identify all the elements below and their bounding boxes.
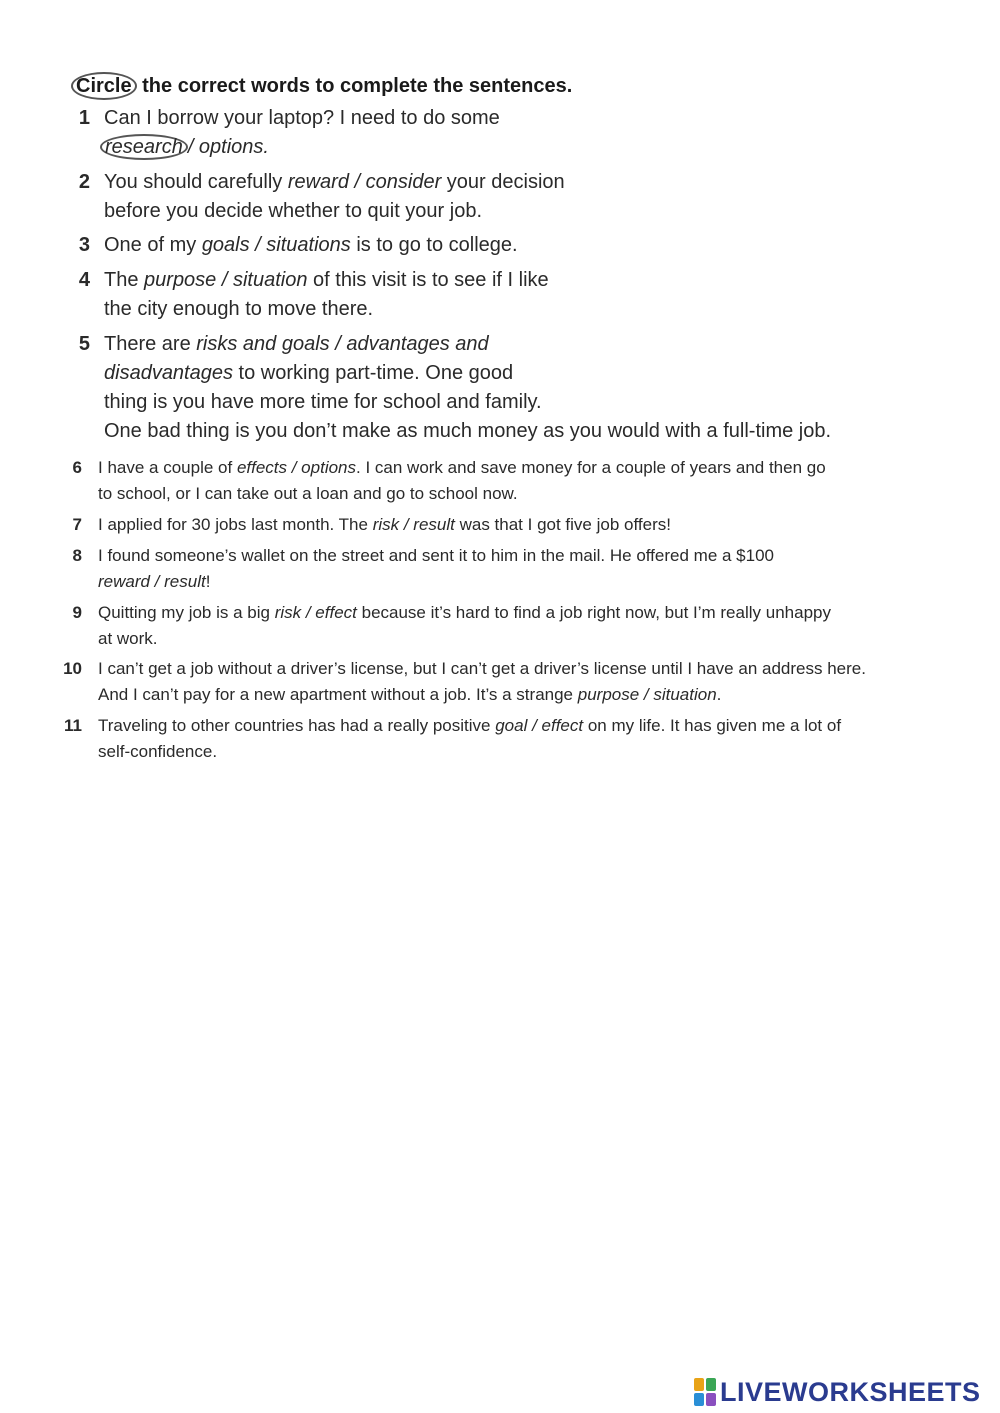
item-line — [104, 417, 924, 446]
text-run: There are — [104, 333, 197, 355]
item-line — [98, 543, 978, 569]
text-run: was that I got five job offers! — [454, 515, 671, 534]
text-run: One bad thing is you don’t make as much money as you would with a full-time job. — [104, 420, 832, 442]
text-run: . I can work and save money for a couple of years and then go — [356, 458, 826, 477]
text-run: Quitting my job is a big — [98, 603, 275, 622]
item-text — [104, 231, 924, 260]
item-text — [98, 600, 978, 652]
text-run: on my life. It has given me a lot of — [583, 716, 842, 735]
item-line — [98, 656, 978, 682]
logo-square — [706, 1378, 716, 1391]
instruction-text: the correct words to complete the sentences. — [136, 75, 573, 97]
text-run: at work. — [98, 629, 158, 648]
item-line — [98, 739, 978, 765]
item-text — [104, 168, 924, 226]
instruction-heading — [74, 72, 572, 100]
answer-choice[interactable]: goals / situations — [201, 234, 351, 256]
logo-square — [694, 1393, 704, 1406]
answer-choice[interactable]: disadvantages — [104, 362, 233, 384]
text-run: is to go to college. — [350, 234, 518, 256]
logo-text: LIVEWORKSHEETS — [720, 1376, 981, 1407]
item-text — [98, 713, 978, 765]
item-line — [104, 168, 924, 197]
answer-choice[interactable]: reward / result — [98, 572, 206, 591]
item-number: 4 — [78, 269, 90, 291]
item-line — [98, 455, 978, 481]
text-run: self-confidence. — [98, 742, 218, 761]
text-run: of this visit is to see if I like — [307, 269, 549, 291]
item-line — [104, 104, 924, 133]
item-line — [104, 295, 924, 324]
item-number: 7 — [72, 515, 82, 534]
logo-square — [706, 1393, 716, 1406]
answer-choice[interactable]: risk / result — [372, 515, 455, 534]
text-run: because it’s hard to find a job right now, but I’m really unhappy — [356, 603, 831, 622]
answer-choice[interactable]: purpose / situation — [144, 269, 308, 291]
item-line — [98, 600, 978, 626]
text-run: I can’t get a job without a driver’s license, but I can’t get a driver’s license until I have an address here. — [98, 659, 866, 678]
item-line — [104, 133, 924, 162]
item-number: 2 — [78, 171, 90, 193]
answer-choice[interactable]: risks and goals / advantages and — [196, 333, 489, 355]
item-line — [104, 388, 924, 417]
text-run: The — [104, 269, 145, 291]
text-run: . — [716, 685, 722, 704]
item-line — [98, 713, 978, 739]
item-number: 3 — [78, 234, 90, 256]
text-run: before you decide whether to quit your job. — [104, 200, 483, 222]
item-number: 6 — [72, 458, 82, 477]
item-number: 10 — [63, 659, 82, 678]
logo-icon — [694, 1378, 716, 1406]
item-line — [104, 231, 924, 260]
item-line — [104, 359, 924, 388]
answer-choice[interactable]: risk / effect — [274, 603, 357, 622]
item-line — [104, 197, 924, 226]
text-run: And I can’t pay for a new apartment without a job. It’s a strange — [98, 685, 578, 704]
liveworksheets-logo — [694, 1377, 981, 1407]
item-line — [98, 512, 978, 538]
text-run: You should carefully — [104, 171, 288, 193]
answer-choice[interactable]: goal / effect — [495, 716, 584, 735]
item-number: 1 — [78, 107, 90, 129]
text-run: thing is you have more time for school and family. — [104, 391, 542, 413]
text-run: to school, or I can take out a loan and go to school now. — [98, 484, 518, 503]
item-line — [104, 330, 924, 359]
item-line — [98, 682, 978, 708]
text-run: your decision — [441, 171, 565, 193]
answer-choice[interactable]: effects / options — [236, 458, 357, 477]
item-text — [98, 656, 978, 708]
item-text — [104, 330, 924, 446]
text-run: the city enough to move there. — [104, 298, 374, 320]
item-text — [98, 455, 978, 507]
item-number: 8 — [72, 546, 82, 565]
item-line — [98, 481, 978, 507]
instruction-circled-word: Circle — [71, 72, 137, 100]
item-number: 11 — [64, 716, 82, 735]
item-text — [98, 512, 978, 538]
answer-choice[interactable]: / options. — [187, 136, 269, 158]
item-text — [98, 543, 978, 595]
item-text — [104, 104, 924, 162]
text-run: ! — [205, 572, 211, 591]
item-line — [98, 626, 978, 652]
item-number: 5 — [78, 333, 90, 355]
item-line — [104, 266, 924, 295]
text-run: Traveling to other countries has had a really positive — [98, 716, 496, 735]
item-line — [98, 569, 978, 595]
text-run: to working part-time. One good — [232, 362, 514, 384]
circled-answer[interactable]: research — [100, 134, 188, 160]
text-run: I applied for 30 jobs last month. The — [98, 515, 373, 534]
text-run: One of my — [104, 234, 202, 256]
answer-choice[interactable]: purpose / situation — [577, 685, 717, 704]
answer-choice[interactable]: reward / consider — [287, 171, 442, 193]
item-text — [104, 266, 924, 324]
text-run: Can I borrow your laptop? I need to do some — [104, 107, 500, 129]
text-run: I have a couple of — [98, 458, 237, 477]
item-number: 9 — [72, 603, 82, 622]
logo-square — [694, 1378, 704, 1391]
text-run: I found someone’s wallet on the street and sent it to him in the mail. He offered me a $100 — [98, 546, 774, 565]
